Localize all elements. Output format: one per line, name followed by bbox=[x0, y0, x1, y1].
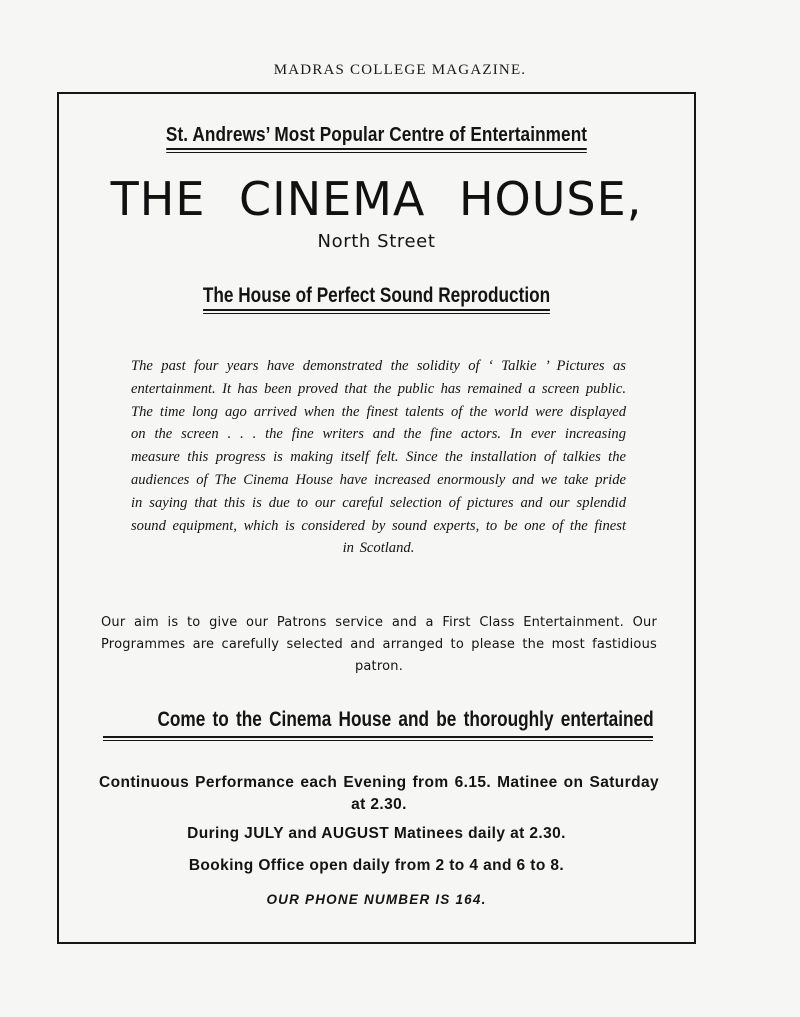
come-line-rule-thin bbox=[103, 740, 653, 741]
advert-frame bbox=[57, 92, 696, 944]
italic-paragraph: The past four years have demonstrated the solidity of ‘ Talkie ’ Pictures as entertainment. It has been proved that the public has remained a screen public. The time long ago arrived when the finest talents of the world were displayed on the screen . . . the fine writers and the fine actors. In ever increasing measure this progress is making itself felt. Since the installation of talkies the audiences of The Cinema House have increased enormously and we take pride in saying that this is due to our careful selection of pictures and our splendid sound equipment, which is considered by sound experts, to be one of the finest in Scotland. bbox=[131, 358, 626, 557]
performance-times: Continuous Performance each Evening from 6.15. Matinee on Saturday at 2.30. bbox=[99, 774, 659, 813]
subhead-wrap bbox=[116, 284, 637, 311]
come-line-wrap bbox=[103, 708, 653, 732]
tagline: St. Andrews’ Most Popular Centre of Entertainment bbox=[166, 124, 587, 150]
subhead: The House of Perfect Sound Reproduction bbox=[203, 284, 550, 311]
running-head: MADRAS COLLEGE MAGAZINE. bbox=[273, 62, 527, 78]
tagline-wrap bbox=[103, 124, 649, 150]
come-line-rule bbox=[103, 736, 653, 738]
booking-hours: Booking Office open daily from 2 to 4 and 6 to 8. bbox=[188, 857, 565, 874]
phone-number: OUR PHONE NUMBER IS 164. bbox=[266, 892, 487, 907]
cinema-title: THE CINEMA HOUSE, bbox=[110, 172, 643, 226]
aim-paragraph: Our aim is to give our Patrons service and a First Class Entertainment. Our Programmes are carefully selected and arranged to please the most fastidious patron. bbox=[101, 615, 657, 674]
come-line: Come to the Cinema House and be thoroughly entertained bbox=[157, 708, 654, 731]
july-august-matinees: During JULY and AUGUST Matinees daily at 2.30. bbox=[187, 825, 566, 842]
street-name: North Street bbox=[317, 231, 436, 252]
